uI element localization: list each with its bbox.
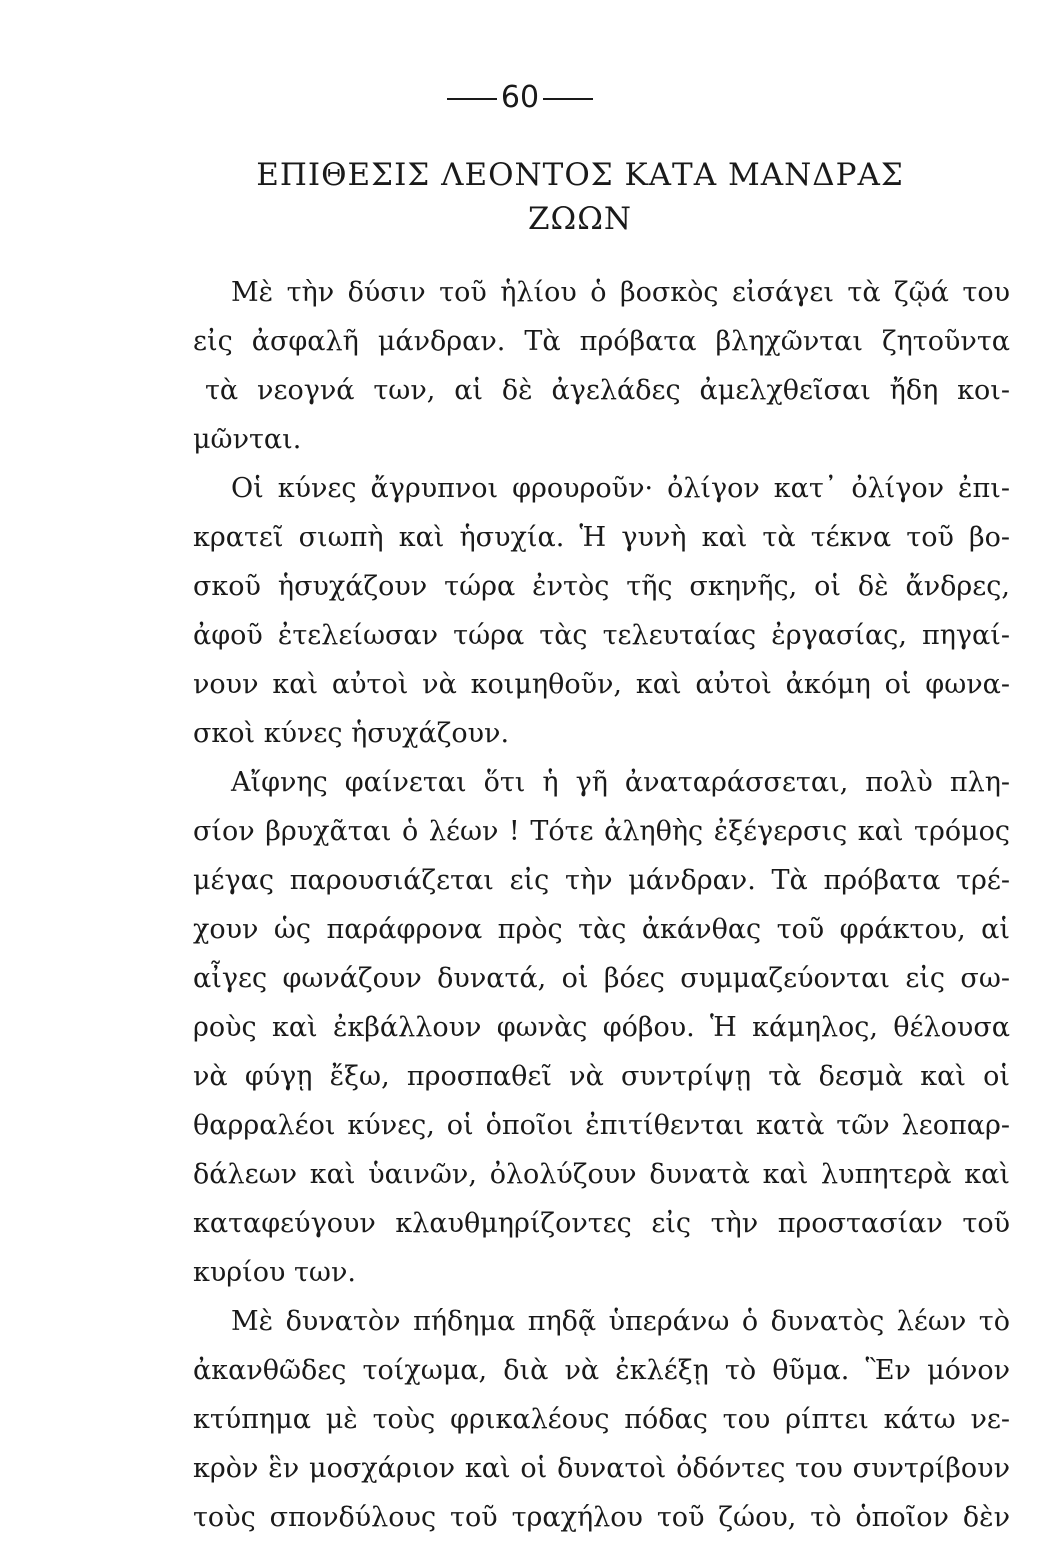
text-line: τὰ νεογνά των, αἱ δὲ ἀγελάδες ἀμελχθεῖσαι ἤδη κοι- bbox=[205, 375, 1010, 406]
page-number-header bbox=[0, 78, 1040, 118]
text-line: χουν ὡς παράφρονα πρὸς τὰς ἀκάνθας τοῦ φράκτου, αἱ bbox=[193, 914, 1010, 945]
text-line: νουν καὶ αὐτοὶ νὰ κοιμηθοῦν, καὶ αὐτοὶ ἀκόμη οἱ φωνα- bbox=[193, 669, 1010, 700]
text-line: ἀκανθῶδες τοίχωμα, διὰ νὰ ἐκλέξῃ τὸ θῦμα. Ἓν μόνον bbox=[193, 1355, 1010, 1386]
header-dash-left bbox=[447, 98, 497, 100]
page-number: 60 bbox=[500, 80, 540, 115]
chapter-title-line-1: ΕΠΙΘΕΣΙΣ ΛΕΟΝΤΟΣ ΚΑΤΑ ΜΑΝΔΡΑΣ bbox=[256, 157, 904, 193]
text-line: σκοῦ ἡσυχάζουν τώρα ἐντὸς τῆς σκηνῆς, οἱ δὲ ἄνδρες, bbox=[193, 571, 1010, 602]
chapter-title bbox=[160, 153, 1000, 241]
chapter-title-line-2: ΖΩΩΝ bbox=[527, 201, 633, 237]
text-line: σίον βρυχᾶται ὁ λέων ! Τότε ἀληθὴς ἐξέγερσις καὶ τρόμος bbox=[193, 816, 1010, 847]
text-line: αἶγες φωνάζουν δυνατά, οἱ βόες συμμαζεύονται εἰς σω- bbox=[193, 963, 1010, 994]
text-line: ἀφοῦ ἐτελείωσαν τώρα τὰς τελευταίας ἐργασίας, πηγαί- bbox=[193, 620, 1010, 651]
text-line: κυρίου των. bbox=[193, 1257, 356, 1288]
text-line: μέγας παρουσιάζεται εἰς τὴν μάνδραν. Τὰ πρόβατα τρέ- bbox=[193, 865, 1010, 896]
text-line: νὰ φύγῃ ἔξω, προσπαθεῖ νὰ συντρίψῃ τὰ δεσμὰ καὶ οἱ bbox=[193, 1061, 1010, 1092]
text-line: μῶνται. bbox=[193, 424, 302, 455]
body-text bbox=[193, 268, 1010, 1542]
text-line: καταφεύγουν κλαυθμηρίζοντες εἰς τὴν προστασίαν τοῦ bbox=[193, 1208, 1010, 1239]
text-line: κρατεῖ σιωπὴ καὶ ἡσυχία. Ἡ γυνὴ καὶ τὰ τέκνα τοῦ βο- bbox=[193, 522, 1010, 553]
text-line: Αἴφνης φαίνεται ὅτι ἡ γῆ ἀναταράσσεται, πολὺ πλη- bbox=[231, 767, 1010, 798]
text-line: Μὲ δυνατὸν πήδημα πηδᾷ ὑπεράνω ὁ δυνατὸς λέων τὸ bbox=[231, 1306, 1010, 1337]
text-line: ροὺς καὶ ἐκβάλλουν φωνὰς φόβου. Ἡ κάμηλος, θέλουσα bbox=[193, 1012, 1010, 1043]
text-line: δάλεων καὶ ὑαινῶν, ὀλολύζουν δυνατὰ καὶ λυπητερὰ καὶ bbox=[193, 1159, 1010, 1190]
text-line: σκοὶ κύνες ἡσυχάζουν. bbox=[193, 718, 510, 749]
text-line: Μὲ τὴν δύσιν τοῦ ἡλίου ὁ βοσκὸς εἰσάγει τὰ ζῷά του bbox=[231, 277, 1010, 308]
text-line: κρὸν ἓν μοσχάριον καὶ οἱ δυνατοὶ ὀδόντες του συντρίβουν bbox=[193, 1453, 1010, 1484]
header-dash-right bbox=[543, 98, 593, 100]
text-line: Οἱ κύνες ἄγρυπνοι φρουροῦν· ὀλίγον κατ᾿ ὀλίγον ἐπι- bbox=[231, 473, 1010, 504]
text-line: εἰς ἀσφαλῆ μάνδραν. Τὰ πρόβατα βληχῶνται ζητοῦντα bbox=[193, 326, 1010, 357]
text-line: θαρραλέοι κύνες, οἱ ὁποῖοι ἐπιτίθενται κατὰ τῶν λεοπαρ- bbox=[193, 1110, 1010, 1141]
text-line: κτύπημα μὲ τοὺς φρικαλέους πόδας του ρίπτει κάτω νε- bbox=[193, 1404, 1010, 1435]
text-line: τοὺς σπονδύλους τοῦ τραχήλου τοῦ ζώου, τὸ ὁποῖον δὲν bbox=[193, 1502, 1010, 1533]
